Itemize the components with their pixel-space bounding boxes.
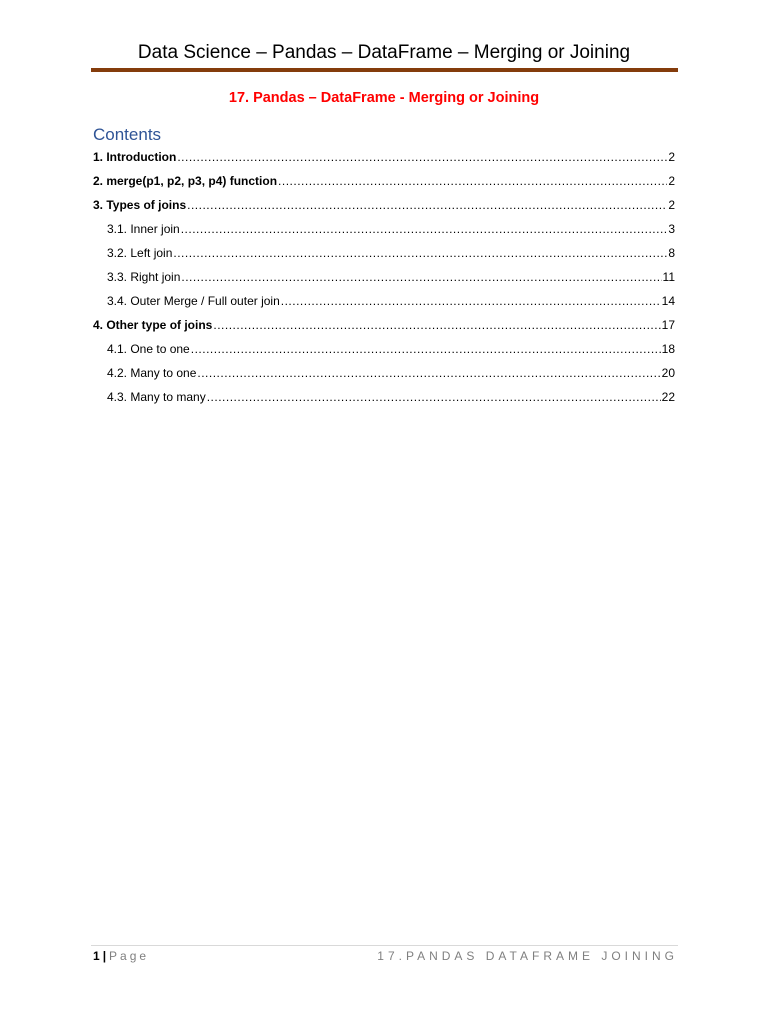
toc-entry-label: 3. Types of joins [93,198,187,212]
toc-entry-label: 4. Other type of joins [93,318,213,332]
toc-entry-label: 4.1. One to one [107,342,190,356]
toc-entry[interactable] [107,293,675,309]
toc-entry[interactable] [93,197,675,213]
toc-leader-dots [181,221,668,237]
header-rule [91,68,678,72]
toc-entry-label: 3.4. Outer Merge / Full outer join [107,294,280,308]
running-header-title: Data Science – Pandas – DataFrame – Merging or Joining [137,42,631,63]
footer-page-label: Page [109,949,150,963]
footer-page-number: 1 [93,949,100,963]
toc-entry-page: 8 [668,246,675,260]
toc-entry[interactable] [93,149,675,165]
toc-entry-page: 20 [661,366,675,380]
toc-leader-dots [281,293,661,309]
toc-entry[interactable] [107,341,675,357]
toc-entry-label: 2. merge(p1, p2, p3, p4) function [93,174,278,188]
toc-leader-dots [173,245,667,261]
footer-page-indicator [93,949,149,963]
toc-entry-page: 2 [668,150,675,164]
toc-entry[interactable] [107,221,675,237]
toc-entry-label: 3.1. Inner join [107,222,180,236]
toc-leader-dots [191,341,661,357]
toc-entry-page: 18 [661,342,675,356]
document-title: 17. Pandas – DataFrame - Merging or Joining [228,90,540,106]
toc-entry[interactable] [107,245,675,261]
toc-entry-page: 2 [668,174,675,188]
toc-leader-dots [187,197,667,213]
toc-entry-label: 3.2. Left join [107,246,173,260]
toc-entry[interactable] [107,365,675,381]
toc-entry-label: 3.3. Right join [107,270,181,284]
toc-leader-dots [197,365,660,381]
toc-entry-label: 4.2. Many to one [107,366,197,380]
toc-entry-page: 11 [662,270,675,284]
toc-entry-page: 22 [661,390,675,404]
footer-separator: | [102,949,107,963]
footer-rule [91,945,678,946]
toc-entry-page: 17 [661,318,675,332]
toc-entry[interactable] [93,173,675,189]
toc-entry-label: 4.3. Many to many [107,390,206,404]
toc-leader-dots [213,317,660,333]
toc-entry-page: 14 [661,294,675,308]
contents-heading: Contents [93,125,162,144]
toc-entry[interactable] [107,269,675,285]
footer-document-label: 17.PANDAS DATAFRAME JOINING [377,949,678,963]
toc-entry-label: 1. Introduction [93,150,177,164]
toc-entry[interactable] [93,317,675,333]
toc-entry[interactable] [107,389,675,405]
toc-entry-page: 2 [668,198,675,212]
toc-entry-page: 3 [668,222,675,236]
toc-leader-dots [181,269,661,285]
toc-leader-dots [207,389,661,405]
toc-leader-dots [177,149,667,165]
toc-leader-dots [278,173,667,189]
